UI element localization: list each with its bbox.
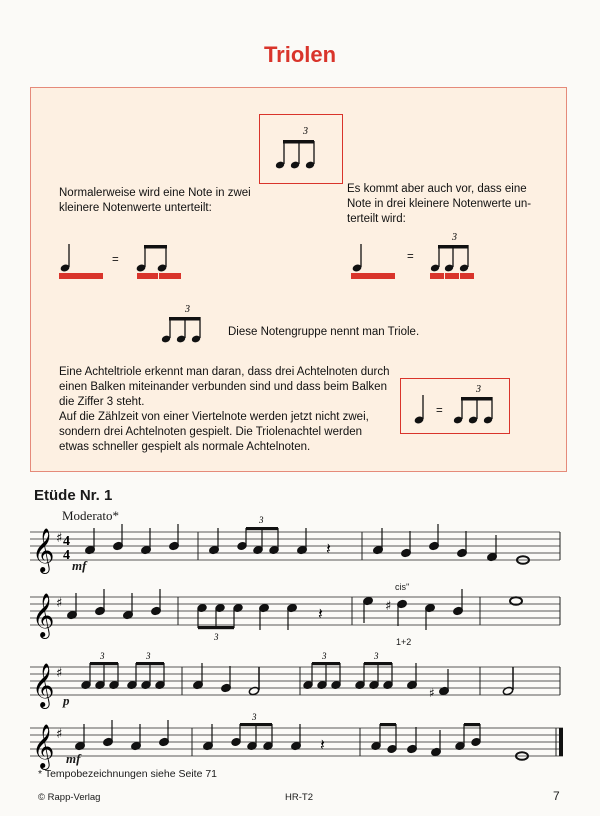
svg-text:3: 3 — [252, 712, 257, 722]
triplet-number — [213, 632, 219, 642]
svg-text:3: 3 — [476, 384, 481, 395]
quarter-rest — [326, 539, 331, 558]
eighth-note — [157, 245, 168, 273]
key-signature-sharp — [56, 666, 62, 681]
svg-text:𝄽: 𝄽 — [320, 735, 325, 754]
paragraph-line: einen Balken miteinander verbunden sind und dass beim Balken — [59, 381, 387, 393]
paragraph-line: die Ziffer 3 steht. — [59, 396, 145, 408]
publisher: © Rapp-Verlag — [38, 792, 101, 803]
triplet-number — [451, 232, 457, 243]
triplet-number — [251, 712, 257, 722]
svg-text:𝄞: 𝄞 — [32, 593, 55, 637]
triplet-number — [99, 651, 379, 661]
triplet-note — [191, 317, 201, 343]
edition-code: HR-T2 — [285, 792, 313, 803]
sharp-accidental — [429, 686, 435, 700]
triplet-number — [258, 515, 264, 525]
staff-4 — [30, 712, 570, 768]
svg-text:♯: ♯ — [429, 686, 435, 700]
triplet-group-example — [159, 302, 219, 347]
third-bars — [430, 273, 474, 279]
svg-text:3: 3 — [452, 232, 457, 243]
footnote: * Tempobezeichnungen siehe Seite 71 — [38, 768, 218, 780]
triplet-number — [302, 126, 308, 137]
note-name-label: cis'' — [395, 582, 410, 592]
equals-sign: = — [112, 254, 119, 266]
staff-2 — [30, 585, 570, 647]
triplet-number — [184, 304, 190, 315]
left-explanation — [59, 186, 251, 216]
fingering-label: 1+2 — [396, 637, 412, 647]
svg-text:3: 3 — [214, 632, 219, 642]
notes — [85, 524, 498, 562]
etude-title: Etüde Nr. 1 — [34, 487, 113, 504]
staff-lines — [30, 532, 560, 560]
half-bar — [59, 273, 103, 279]
triplet-note — [430, 245, 440, 272]
triplet-note — [453, 397, 463, 424]
key-signature-sharp — [56, 531, 62, 546]
svg-text:4: 4 — [63, 534, 70, 549]
treble-clef — [32, 528, 54, 574]
triplet-example-notes — [259, 114, 343, 184]
explanation-paragraph — [59, 365, 390, 455]
final-barline — [559, 728, 563, 756]
triplet-note — [305, 141, 315, 169]
triplet-note — [459, 245, 469, 272]
triplet-note — [444, 245, 454, 272]
svg-text:𝄽: 𝄽 — [326, 539, 331, 558]
svg-text:♯: ♯ — [56, 596, 63, 611]
key-signature-sharp — [56, 596, 62, 611]
svg-text:3: 3 — [303, 126, 308, 137]
time-signature — [63, 534, 70, 563]
right-text-line: terteilt wird: — [347, 213, 406, 225]
notes — [75, 720, 481, 757]
paragraph-line: Auf die Zählzeit von einer Viertelnote werden jetzt nicht zwei, — [59, 411, 369, 423]
treble-clef — [32, 724, 54, 770]
right-explanation — [347, 182, 531, 227]
triplet-note — [275, 141, 285, 169]
svg-text:♯: ♯ — [56, 727, 63, 742]
svg-text:4: 4 — [63, 548, 70, 563]
svg-text:3: 3 — [146, 651, 151, 661]
svg-text:3: 3 — [100, 651, 105, 661]
paragraph-line: sondern drei Achtelnoten gespielt. Die Triolenachtel werden — [59, 426, 363, 438]
svg-text:3: 3 — [374, 651, 379, 661]
page-number: 7 — [553, 789, 560, 803]
right-text-line: Es kommt aber auch vor, dass eine — [347, 183, 527, 195]
triplet-info-box — [30, 87, 567, 472]
group-caption: Diese Notengruppe nennt man Triole. — [228, 326, 420, 338]
right-text-line: Note in drei kleinere Notenwerte un- — [347, 198, 532, 210]
quarter-note — [352, 244, 363, 273]
svg-text:♯: ♯ — [385, 599, 392, 614]
dynamic-p: p — [63, 693, 70, 708]
page-title: Triolen — [263, 42, 337, 67]
eighth-note — [136, 245, 147, 273]
svg-text:3: 3 — [185, 304, 190, 315]
quarter-rest — [320, 735, 325, 754]
notes — [67, 589, 464, 630]
quarter-bar — [137, 273, 181, 279]
svg-text:♯: ♯ — [56, 666, 63, 681]
equals-sign: = — [436, 405, 443, 417]
left-text-line: kleinere Notenwerte unterteilt: — [59, 202, 212, 214]
key-signature-sharp — [56, 727, 62, 742]
dynamic-mf: mf — [72, 558, 87, 573]
duple-division-example — [57, 238, 197, 283]
triple-division-example — [348, 228, 498, 283]
eighth-beam — [144, 245, 167, 249]
triplet-number — [475, 384, 481, 395]
half-bar — [351, 273, 395, 279]
treble-clef — [32, 593, 54, 639]
sharp-accidental — [385, 599, 391, 614]
dynamic-mf: mf — [66, 751, 81, 766]
svg-text:𝄞: 𝄞 — [32, 663, 55, 707]
equals-sign: = — [407, 251, 414, 263]
triplet-note — [483, 397, 493, 424]
triplet-note — [161, 317, 171, 343]
svg-text:3: 3 — [322, 651, 327, 661]
left-text-line: Normalerweise wird eine Note in zwei — [59, 187, 251, 199]
tempo-marking: Moderato* — [62, 508, 120, 523]
quarter-note — [60, 244, 71, 273]
triplet-note — [290, 141, 300, 169]
svg-text:𝄞: 𝄞 — [32, 528, 55, 572]
svg-text:𝄞: 𝄞 — [32, 724, 55, 768]
triplet-equation — [400, 378, 510, 434]
quarter-rest — [318, 604, 323, 623]
paragraph-line: etwas schneller gespielt als normale Achtelnoten. — [59, 441, 311, 453]
svg-text:3: 3 — [259, 515, 264, 525]
paragraph-line: Eine Achteltriole erkennt man daran, dass drei Achtelnoten durch — [59, 366, 390, 378]
svg-text:𝄽: 𝄽 — [318, 604, 323, 623]
staff-3 — [30, 651, 570, 711]
treble-clef — [32, 663, 54, 709]
quarter-note — [414, 395, 425, 425]
triplet-note — [468, 397, 478, 424]
svg-text:♯: ♯ — [56, 531, 63, 546]
triplet-note — [176, 317, 186, 343]
